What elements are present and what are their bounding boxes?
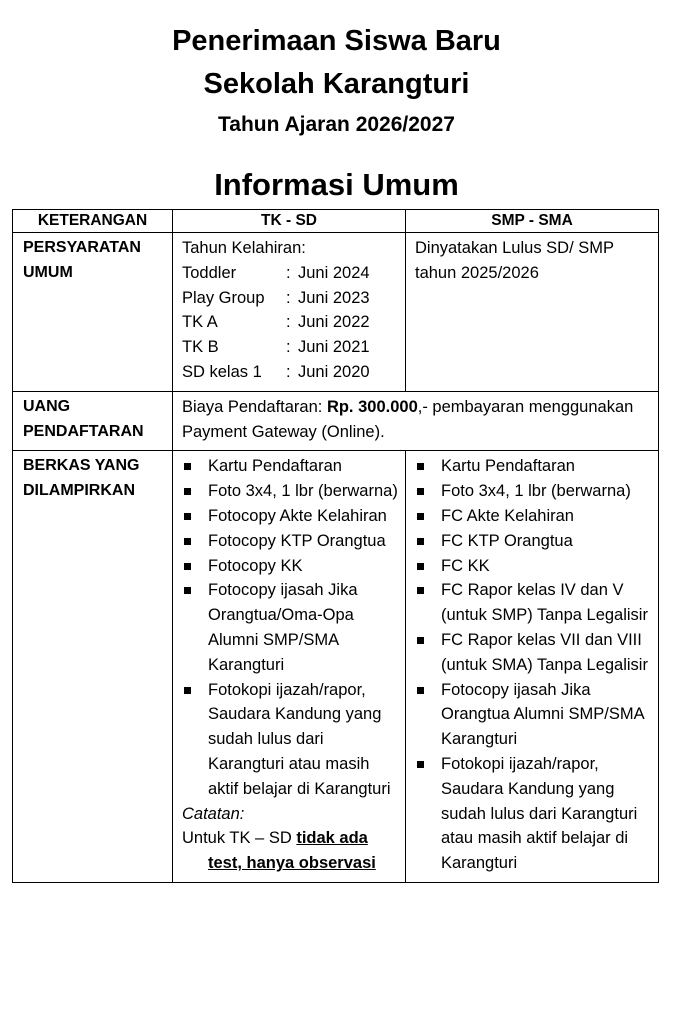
berkas-label-line-1: BERKAS YANG xyxy=(23,457,140,475)
uang-label xyxy=(13,391,173,451)
list-item: Foto 3x4, 1 lbr (berwarna) xyxy=(182,479,399,504)
level-year: Juni 2024 xyxy=(298,263,370,282)
level-name: Play Group xyxy=(182,288,265,307)
header-smp-sma: SMP - SMA xyxy=(406,210,659,233)
list-item: Fotocopy ijasah Jika Orangtua Alumni SMP/SMA Karangturi xyxy=(415,678,652,752)
note-emphasis-2: test, hanya observasi xyxy=(208,854,376,873)
note-text xyxy=(182,826,399,851)
level-colon: : xyxy=(286,338,291,357)
persyaratan-smp-sma xyxy=(406,233,659,392)
academic-year: Tahun Ajaran 2026/2027 xyxy=(218,113,455,136)
fee-text-prefix: Biaya Pendaftaran: xyxy=(182,397,327,416)
level-year: Juni 2023 xyxy=(298,288,370,307)
level-name: Toddler xyxy=(182,263,237,282)
list-item: Fotocopy KTP Orangtua xyxy=(182,529,399,554)
level-colon: : xyxy=(286,288,291,307)
level-row xyxy=(182,286,399,311)
level-row xyxy=(182,335,399,360)
level-colon: : xyxy=(286,263,291,282)
row-uang xyxy=(13,391,659,451)
level-row xyxy=(182,261,399,286)
header-tk-sd: TK - SD xyxy=(173,210,406,233)
list-item: FC KTP Orangtua xyxy=(415,529,652,554)
row-berkas xyxy=(13,451,659,883)
berkas-smp-sma xyxy=(406,451,659,883)
fee-amount: Rp. 300.000 xyxy=(326,397,418,416)
berkas-label-line-2: DILAMPIRKAN xyxy=(23,482,135,500)
persyaratan-tk-sd xyxy=(173,233,406,392)
tk-document-list xyxy=(182,454,399,801)
list-item: Fotocopy Akte Kelahiran xyxy=(182,504,399,529)
smp-requirement-text: Dinyatakan Lulus SD/ SMP tahun 2025/2026 xyxy=(415,239,614,282)
note-prefix: Untuk TK – SD xyxy=(182,829,297,848)
persyaratan-label xyxy=(13,233,173,392)
level-name: TK A xyxy=(182,313,218,332)
uang-label-line-1: UANG xyxy=(23,397,71,415)
list-item: Kartu Pendaftaran xyxy=(182,454,399,479)
level-name: SD kelas 1 xyxy=(182,362,262,381)
row-persyaratan xyxy=(13,233,659,392)
level-name: TK B xyxy=(182,338,219,357)
fee-text-suffix: ,- pembayaran menggunakan Payment Gateway (Online). xyxy=(182,397,634,441)
level-colon: : xyxy=(286,362,291,381)
page-title-line-1: Penerimaan Siswa Baru xyxy=(172,25,501,57)
list-item: Fotocopy ijasah Jika Orangtua/Oma-Opa Alumni SMP/SMA Karangturi xyxy=(182,578,399,677)
note-title: Catatan: xyxy=(182,804,245,823)
persyaratan-label-line-2: UMUM xyxy=(23,263,73,281)
list-item: FC KK xyxy=(415,554,652,579)
level-year: Juni 2022 xyxy=(298,313,370,332)
uang-label-line-2: PENDAFTARAN xyxy=(23,422,144,440)
level-year: Juni 2021 xyxy=(298,338,370,357)
level-year: Juni 2020 xyxy=(298,362,370,381)
persyaratan-label-line-1: PERSYARATAN xyxy=(23,239,141,256)
note-emphasis-1: tidak ada xyxy=(296,829,368,848)
note-text-continued xyxy=(182,851,399,876)
list-item: Foto 3x4, 1 lbr (berwarna) xyxy=(415,479,652,504)
uang-content xyxy=(173,391,659,451)
list-item: FC Rapor kelas VII dan VIII (untuk SMA) Tanpa Legalisir xyxy=(415,628,652,678)
section-title: Informasi Umum xyxy=(214,167,459,202)
level-colon: : xyxy=(286,313,291,332)
smp-document-list xyxy=(415,454,652,876)
table-header-row xyxy=(13,210,659,233)
page-title-line-2: Sekolah Karangturi xyxy=(203,68,470,100)
berkas-tk-sd xyxy=(173,451,406,883)
list-item: Fotokopi ijazah/rapor, Saudara Kandung yang sudah lulus dari Karangturi atau masih aktif belajar di Karangturi xyxy=(182,678,399,802)
level-row xyxy=(182,310,399,335)
list-item: FC Rapor kelas IV dan V (untuk SMP) Tanpa Legalisir xyxy=(415,578,652,628)
header-keterangan: KETERANGAN xyxy=(13,210,173,233)
berkas-label xyxy=(13,451,173,883)
info-table xyxy=(12,209,659,883)
level-row xyxy=(182,360,399,385)
list-item: Fotocopy KK xyxy=(182,554,399,579)
list-item: Kartu Pendaftaran xyxy=(415,454,652,479)
birth-year-intro: Tahun Kelahiran: xyxy=(182,239,306,257)
list-item: FC Akte Kelahiran xyxy=(415,504,652,529)
list-item: Fotokopi ijazah/rapor, Saudara Kandung yang sudah lulus dari Karangturi atau masih aktif belajar di Karangturi xyxy=(415,752,652,876)
